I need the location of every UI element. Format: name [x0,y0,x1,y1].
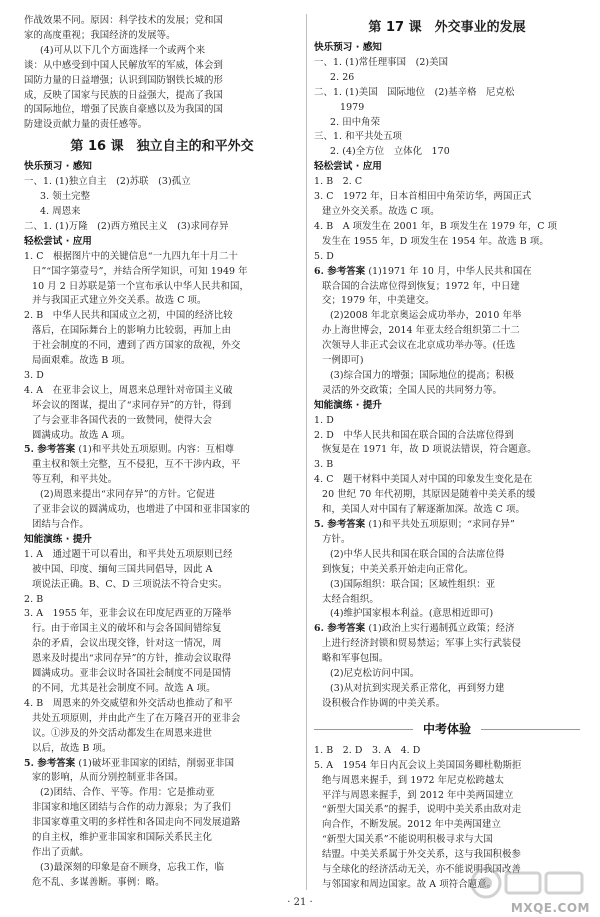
text-line: 行。由于帝国主义的破坏和与会各国间错综复 [32,623,222,635]
text-line: 防建设贡献力量的责任感等。 [24,119,148,131]
text-line: 到恢复；中美关系开始走向正常化。 [322,563,474,575]
text-line: 3. D [24,369,44,381]
text-line: 局面艰难。故选 B 项。 [32,355,131,367]
text-line: 办上海世博会，2014 年亚太经合组织第二十二 [322,325,520,337]
reference-answer-label: 5. 参考答案 [24,757,76,769]
text-line: 2. B 中华人民共和国成立之初，中国的经济比较 [24,310,233,322]
answer-text: (1)和平共处五项原则。内容：互相尊 [75,444,235,456]
reference-answer-label: 6. 参考答案 [314,265,366,277]
text-line: 了亚非会议的圆满成功，也增进了中国和亚非国家的 [32,504,250,516]
reference-answer-label: 5. 参考答案 [314,519,366,530]
text-line: 联合国的合法席位得到恢复；1972 年，中日建 [322,280,520,292]
text-line: 恢复是在 1971 年，故 D 项说法错误，符合题意。 [322,444,537,456]
reference-answer-label: 5. 参考答案 [24,444,76,456]
text-line: 议。①涉及的外交活动都发生在周恩来进世 [32,727,213,739]
text-line: 的自主权，维护亚非国家和国际关系民主化 [32,832,213,844]
text-line: 4. C 题干材料中美国人对中国的印象发生变化是在 [314,474,533,486]
section-heading: 知能演练 · 提升 [24,533,92,545]
text-line: 家的高度重视；我国经济的发展等。 [24,29,176,41]
text-line: “新型大国关系”不能说明积极寻求与大国 [322,834,493,846]
text-line: 成，反映了国家与民族的日益强大，提高了我国 [24,89,223,101]
text-line: (2)团结、合作、平等。作用：它是推动亚 [40,787,215,799]
text-line: 4. B A 项发生在 2001 年，B 项发生在 1979 年，C 项 [314,220,558,232]
text-line: 方针。 [322,533,351,545]
text-line: 非国家和地区团结与合作的动力源泉；为了我们 [32,802,231,814]
text-line: 二、1. (1)万隆 (2)西方殖民主义 (3)求同存异 [24,220,229,232]
text-line: (2)中华人民共和国在联合国的合法席位得 [330,548,505,560]
text-line: 项说法正确。B、C、D 三项说法不符合史实。 [32,578,228,590]
text-line: 10 月 2 日苏联是第一个宣布承认中华人民共和国， [32,280,249,292]
text-line: 恩来及时提出“求同存异”的方针，推动会议取得 [32,653,232,665]
section-heading: 轻松尝试 · 应用 [24,235,92,247]
text-line: 1. C 根据图片中的关键信息“一九四九年十月二十 [24,250,238,262]
text-line: 日”“国字第壹号”，并结合所学知识，可知 1949 年 [32,265,248,277]
answer-line [24,443,300,458]
text-line: 1. D [314,414,334,426]
answer-text: (1)破坏亚非国家的团结，削弱亚非国 [75,757,235,769]
text-line: 圆满成功。亚非会议时各国社会制度不同是国情 [32,668,231,680]
text-line: 太经合组织。 [322,593,379,605]
text-line: (3)从对抗到实现关系正常化，再到努力建 [330,682,505,694]
text-line: 向合作，不断发展。2012 年中美两国建立 [322,819,501,831]
text-line: 3. A 1955 年，亚非会议在印度尼西亚的万隆举 [24,608,232,620]
answer-line [24,757,300,772]
text-line: 2. (4)全方位 立体化 170 [330,146,450,158]
text-line: 重主权和领土完整，互不侵犯，互不干涉内政，平 [32,459,241,471]
answer-line [314,622,580,637]
text-line: 非国家尊重文明的多样性和各国走向不同发展道路 [32,817,241,829]
watermark-url: MXQE.COM [510,901,590,915]
text-line: 3. C 1972 年，日本首相田中角荣访华，两国正式 [314,191,532,203]
text-line: 3. 领土完整 [40,191,91,203]
text-line: 3. B [314,459,334,471]
text-line: 的不同，尤其是社会制度不同。故选 A 项。 [32,682,216,694]
lesson-title: 第 16 课 独立自主的和平外交 [70,139,254,155]
text-line: 坏会议的图谋，提出了“求同存异”的方针，得到 [32,399,232,411]
text-line: 4. 周恩来 [40,205,81,217]
text-line: 共处五项原则，并由此产生了在万隆召开的亚非会 [32,712,241,724]
text-line: 1. A 通过题干可以看出，和平共处五项原则已经 [24,548,233,560]
text-line: 略和军事包围。 [322,653,389,665]
right-column [314,14,580,893]
text-line: 危不乱、多谋善断。事例：略。 [32,876,165,888]
answer-text: (1)政治上实行遏制孤立政策；经济 [365,623,515,635]
text-line: 被中国、印度、缅甸三国共同倡导，因此 A [32,563,213,575]
text-line: 1. B 2. D 3. A 4. D [314,744,421,756]
text-line: (3)最深刻的印象是奋不顾身，忘我工作，临 [40,861,225,873]
text-line: 2. D 中华人民共和国在联合国的合法席位得到 [314,429,514,441]
text-line: (4)维护国家根本利益。(意思相近即可) [330,608,494,620]
text-line: 并与我国正式建立外交关系。故选 C 项。 [32,295,207,307]
answer-line [314,518,580,533]
text-line: 一、1. (1)独立自主 (2)苏联 (3)孤立 [24,176,191,188]
text-line: (3)国际组织：联合国；区域性组织：亚 [330,578,496,590]
text-line: 5. D [314,250,334,262]
left-column [24,14,300,891]
text-line: 一例即可) [322,355,364,367]
section-heading: 轻松尝试 · 应用 [314,161,382,173]
text-line: 谈：从中感受到中国人民解放军的军威，体会到 [24,59,223,71]
text-line: 圆满成功。故选 A 项。 [32,429,131,441]
text-line: 5. A 1954 年日内瓦会议上美国国务卿杜勒斯拒 [314,759,522,771]
text-line: 于社会制度的不同，遭到了西方国家的敌视，外交 [32,340,241,352]
column-divider [306,14,307,890]
text-line: (2)2008 年北京奥运会成功举办，2010 年举 [330,310,522,322]
text-line: 设积极合作协调的中美关系。 [322,697,446,709]
text-line: 国防力量的日益增强；认识到国防钢铁长城的形 [24,74,223,86]
section-heading: 快乐预习 · 感知 [314,42,382,53]
text-line: 的国际地位，增强了民族自豪感以及为我国的国 [24,104,223,116]
text-line: 等互利，和平共处。 [32,474,118,486]
text-line: 2. 田中角荣 [330,116,381,128]
text-line: 上进行经济封锁和贸易禁运；军事上实行武装侵 [322,638,521,650]
answer-line [314,265,580,280]
text-line: 灵活的外交政策；全国人民的共同努力等。 [322,384,503,396]
text-line: 4. A 在亚非会议上，周恩来总理针对帝国主义破 [24,384,233,396]
answer-text: (1)1971 年 10 月，中华人民共和国在 [365,265,532,277]
text-line: 家的影响，从而分别控制亚非各国。 [32,772,184,784]
text-line: 作出了贡献。 [32,846,89,858]
text-line: (2)尼克松访问中国。 [330,668,420,680]
reference-answer-label: 6. 参考答案 [314,623,366,635]
text-line: 结盟。中美关系属于外交关系，这与我国积极参 [322,849,521,861]
text-line: 次领导人非正式会议在北京成功举办等。(任选 [322,340,516,352]
text-line: 4. B 周恩来的外交威望和外交活动也推动了和平 [24,697,233,709]
text-line: 1979 [340,101,365,113]
text-line: 了与会亚非各国代表的一致赞同，使得大会 [32,414,213,426]
text-line: 三、1. 和平共处五项 [314,131,403,143]
exam-experience-header [314,716,580,742]
text-line: 交；1979 年，中美建交。 [322,295,435,307]
text-line: 2. B [24,593,44,605]
text-line: 平洋与周恩来握手，到 2012 年中美两国建立 [322,789,514,801]
text-line: (4)可从以下几个方面选择一个或两个来 [40,44,206,56]
text-line: (2)周恩来提出“求同存异”的方针。它促进 [40,489,215,501]
text-line: 以后，故选 B 项。 [32,742,112,754]
text-line: 和，美国人对中国有了解逐渐加深。故选 C 项。 [322,504,525,516]
text-line: 20 世纪 70 年代初期，其原因是随着中美关系的缓 [322,489,536,501]
section-heading: 快乐预习 · 感知 [24,161,92,173]
text-line: 团结与合作。 [32,519,89,530]
text-line: 作战效果不同。原因：科学技术的发展；党和国 [24,15,223,26]
text-line: 二、1. (1)美国 国际地位 (2)基辛格 尼克松 [314,86,515,98]
text-line: 1. B 2. C [314,176,363,188]
answer-text: (1)和平共处五项原则；“求同存异” [365,519,515,530]
text-line: “新型大国关系”的握手，说明中美关系由敌对走 [322,804,522,816]
text-line: 落后，在国际舞台上的影响力比较弱，再加上由 [32,325,231,337]
page-number: · 21 · [287,897,313,908]
text-line: 一、1. (1)常任理事国 (2)美国 [314,56,449,68]
exam-experience-title: 中考体验 [413,720,481,738]
text-line: 与全球化的经济活动无关，亦不能说明我国改善 [322,864,521,876]
text-line: 建立外交关系。故选 C 项。 [322,205,440,217]
text-line: 杂的矛盾，会议出现交锋，针对这一情况，周 [32,638,222,650]
text-line: 发生在 1955 年，D 项发生在 1954 年。故选 B 项。 [322,235,549,247]
section-heading: 知能演练 · 提升 [314,399,382,411]
text-line: 绝与周恩来握手，到 1972 年尼克松跨越太 [322,774,505,786]
lesson-title: 第 17 课 外交事业的发展 [368,20,526,35]
text-line: (3)综合国力的增强；国际地位的提高；积极 [330,369,515,381]
text-line: 与邻国家和周边国家。故 A 项符合题意。 [322,878,497,890]
text-line: 2. 26 [330,71,355,83]
